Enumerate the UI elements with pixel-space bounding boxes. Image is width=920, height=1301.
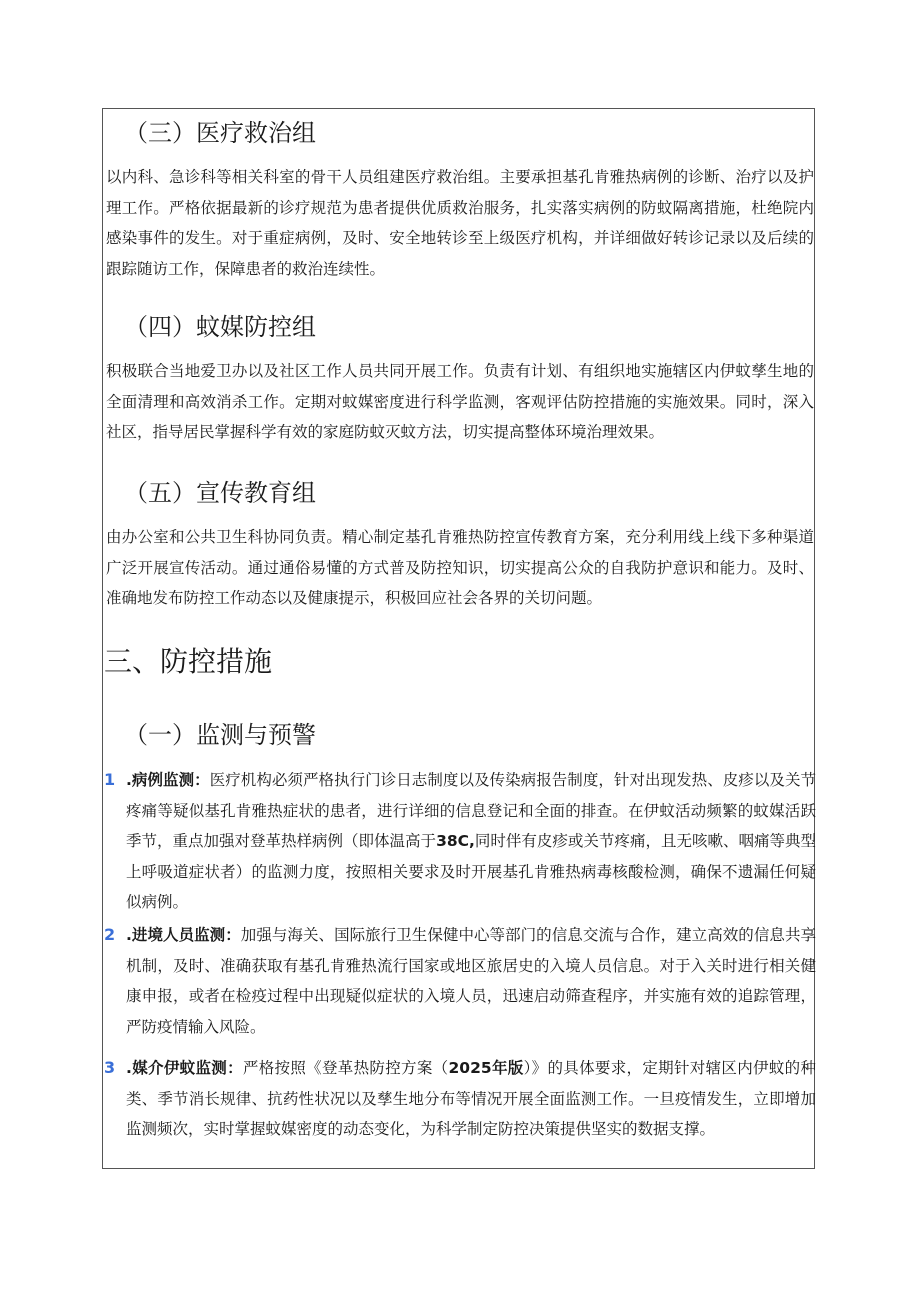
list-item-case-monitoring xyxy=(104,765,816,918)
heading-publicity-education-group: （五）宣传教育组 xyxy=(124,479,316,507)
list-item-entry-personnel-monitoring xyxy=(104,920,816,1042)
list-number: 3 xyxy=(104,1058,116,1077)
paragraph-publicity-education-group: 由办公室和公共卫生科协同负责。精心制定基孔肯雅热防控宣传教育方案，充分利用线上线下多种渠道广泛开展宣传活动。通过通俗易懂的方式普及防控知识，切实提高公众的自我防护意识和能力。及时、准确地发布防控工作动态以及健康提示，积极回应社会各界的关切问题。 xyxy=(106,528,814,607)
item-text-part-a: 医疗机构必须严格执行门诊日志制度以及传染病报告制度，针对出现发热、皮疹以及关节疼痛等疑似基孔肯雅热症状的患者，进行详细的信息登记和全面的排查。在伊蚊活动频繁的蚊媒活跃季节，重点加强对登革热样病例（即体温高于 xyxy=(126,771,816,850)
list-item-vector-mosquito-monitoring xyxy=(104,1053,816,1145)
heading-monitoring-warning: （一）监测与预警 xyxy=(124,721,316,749)
chapter-heading-prevention-measures: 三、防控措施 xyxy=(104,645,273,678)
item-text-part-a: 严格按照《登革热防控方案（ xyxy=(242,1059,449,1077)
paragraph-mosquito-control-group: 积极联合当地爱卫办以及社区工作人员共同开展工作。负责有计划、有组织地实施辖区内伊蚊孳生地的全面清理和高效消杀工作。定期对蚊媒密度进行科学监测，客观评估防控措施的实施效果。同时，深入社区，指导居民掌握科学有效的家庭防蚊灭蚊方法，切实提高整体环境治理效果。 xyxy=(106,362,814,441)
list-number: 2 xyxy=(104,925,116,944)
list-item-text xyxy=(126,765,816,918)
item-emphasis: 38C, xyxy=(436,832,475,850)
heading-mosquito-control-group: （四）蚊媒防控组 xyxy=(124,313,316,341)
paragraph-medical-treatment-group: 以内科、急诊科等相关科室的骨干人员组建医疗救治组。主要承担基孔肯雅热病例的诊断、治疗以及护理工作。严格依据最新的诊疗规范为患者提供优质救治服务，扎实落实病例的防蚊隔离措施，杜绝院内感染事件的发生。对于重症病例，及时、安全地转诊至上级医疗机构，并详细做好转诊记录以及后续的跟踪随访工作，保障患者的救治连续性。 xyxy=(106,168,814,278)
list-number: 1 xyxy=(104,770,116,789)
item-lead-label: .病例监测： xyxy=(126,771,210,789)
item-text-part-b: 同时伴有皮疹或关节疼痛，且无咳嗽、咽痛等典型上呼吸道症状者）的监测力度，按照相关要求及时开展基孔肯雅热病毒核酸检测，确保不遗漏任何疑似病例。 xyxy=(126,832,816,911)
list-item-text xyxy=(126,1053,816,1145)
heading-medical-treatment-group: （三）医疗救治组 xyxy=(124,119,316,147)
item-text-part-a: 加强与海关、国际旅行卫生保健中心等部门的信息交流与合作，建立高效的信息共享机制，及时、准确获取有基孔肯雅热流行国家或地区旅居史的入境人员信息。对于入关时进行相关健康申报，或者在检疫过程中出现疑似症状的入境人员，迅速启动筛查程序，并实施有效的追踪管理，严防疫情输入风险。 xyxy=(126,926,816,1036)
item-lead-label: .进境人员监测： xyxy=(126,926,241,944)
item-emphasis: 2025年版 xyxy=(448,1059,524,1077)
item-text-part-b: ）》的具体要求，定期针对辖区内伊蚊的种类、季节消长规律、抗药性状况以及孳生地分布等情况开展全面监测工作。一旦疫情发生，立即增加监测频次，实时掌握蚊媒密度的动态变化，为科学制定防控决策提供坚实的数据支撑。 xyxy=(126,1059,816,1138)
list-item-text xyxy=(126,920,816,1042)
item-lead-label: .媒介伊蚊监测： xyxy=(126,1059,243,1077)
